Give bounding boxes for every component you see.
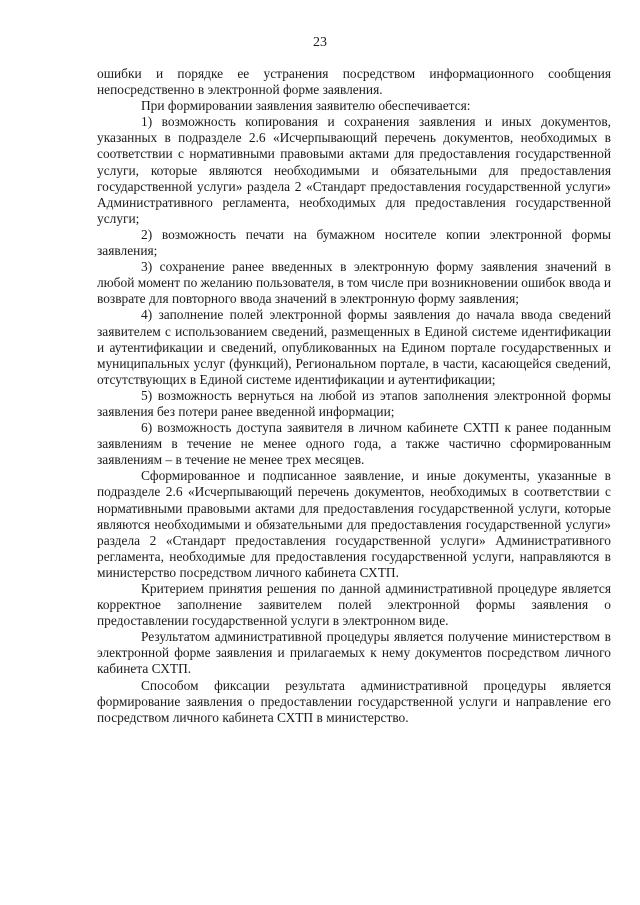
list-item-4: 4) заполнение полей электронной формы заявления до начала ввода сведений заявителем с использованием сведений, размещенных в Единой системе идентификации и аутентификации и сведений, опубликованных на Едином портале государственных и муниципальных услуг (функций), Региональном портале, в части, касающейся сведений, отсутствующих в Единой системе идентификации и аутентификации; [97, 307, 611, 387]
list-item-3: 3) сохранение ранее введенных в электронную форму заявления значений в любой момент по желанию пользователя, в том числе при возникновении ошибок ввода и возврате для повторного ввода значений в электронную форму заявления; [97, 259, 611, 307]
document-body [97, 66, 611, 726]
paragraph-continuation: ошибки и порядке ее устранения посредством информационного сообщения непосредственно в электронной форме заявления. [97, 66, 611, 98]
list-item-6: 6) возможность доступа заявителя в личном кабинете СХТП к ранее поданным заявлениям в течение не менее одного года, а также частично сформированным заявлениям – в течение не менее трех месяцев. [97, 420, 611, 468]
page-number: 23 [313, 35, 327, 50]
list-item-2: 2) возможность печати на бумажном носителе копии электронной формы заявления; [97, 226, 611, 259]
paragraph-submitted-documents: Сформированное и подписанное заявление, и иные документы, указанные в подразделе 2.6 «Исчерпывающий перечень документов, необходимых в соответствии с нормативными правовыми актами для предоставления государственной услуги, которые являются необходимыми и обязательными для предоставления государственной услуги» раздела 2 «Стандарт предоставления государственной услуги» Административного регламента, необходимые для предоставления государственной услуги, направляются в министерство посредством личного кабинета СХТП. [97, 468, 611, 580]
paragraph-intro: При формировании заявления заявителю обеспечивается: [141, 98, 471, 114]
list-item-5: 5) возможность вернуться на любой из этапов заполнения электронной формы заявления без потери ранее введенной информации; [97, 387, 611, 419]
paragraph-procedure-result: Результатом административной процедуры является получение министерством в электронной форме заявления и прилагаемых к нему документов посредством личного кабинета СХТП. [97, 629, 611, 677]
list-item-1: 1) возможность копирования и сохранения заявления и иных документов, указанных в подразделе 2.6 «Исчерпывающий перечень документов, необходимых в соответствии с нормативными правовыми актами для предоставления государственной услуги, которые являются необходимыми и обязательными для предоставления государственной услуги» раздела 2 «Стандарт предоставления государственной услуги» Административного регламента, необходимых для предоставления государственной услуги; [97, 114, 611, 226]
paragraph-result-fixation: Способом фиксации результата административной процедуры является формирование заявления о предоставлении государственной услуги и направление его посредством личного кабинета СХТП в министерство. [97, 677, 611, 725]
paragraph-decision-criterion: Критерием принятия решения по данной административной процедуре является корректное заполнение заявителем полей электронной формы заявления о предоставлении государственной услуги в электронном виде. [97, 581, 611, 629]
